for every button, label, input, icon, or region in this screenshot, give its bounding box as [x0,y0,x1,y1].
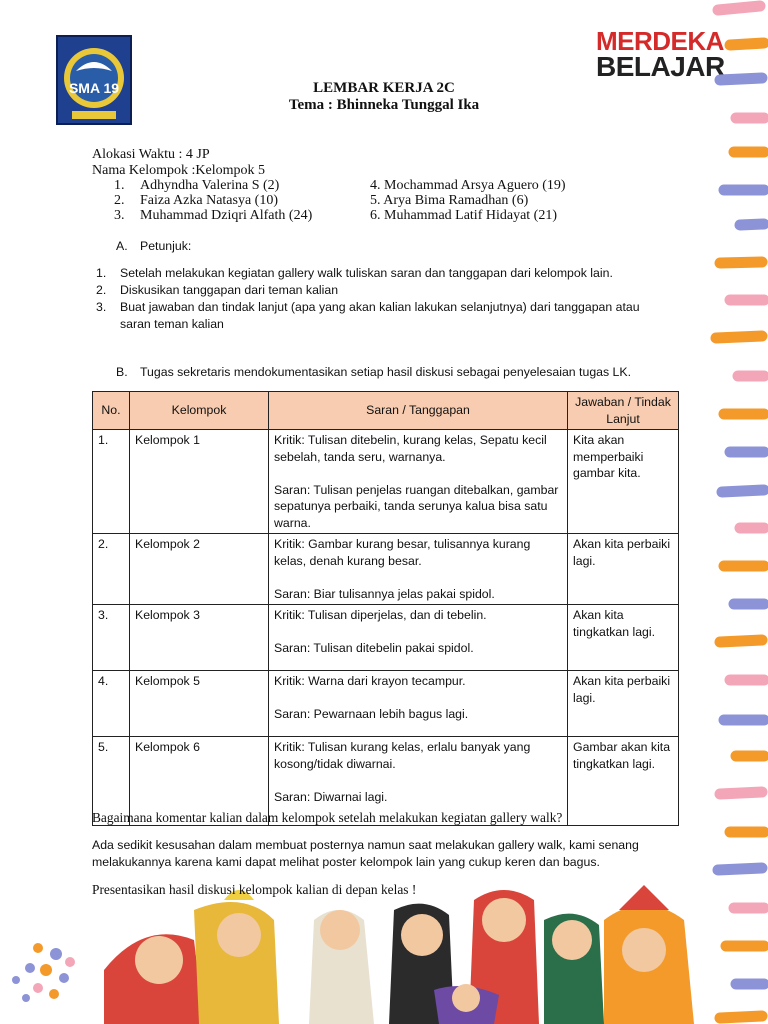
brand-line2: BELAJAR [596,51,725,82]
table-row: 5. Kelompok 6 Kritik: Tulisan kurang kelas, erlalu banyak yang kosong/tidak diwarnai. Saran: Diwarnai lagi. Gambar akan kita tingkatkan lagi. [93,737,679,826]
member-item: 5. Arya Bima Ramadhan (6) [370,193,529,209]
title-line2: Tema : Bhinneka Tunggal Ika [288,97,480,113]
table-row: 3. Kelompok 3 Kritik: Tulisan diperjelas, dan di tebelin. Saran: Tulisan ditebelin pakai spidol. Akan kita tingkatkan lagi. [93,605,679,671]
decorative-strokes [700,0,768,1024]
presentation-instruction: Presentasikan hasil diskusi kelompok kalian di depan kelas ! [92,882,417,897]
reflection-question: Bagaimana komentar kalian dalam kelompok setelah melakukan kegiatan gallery walk? [92,810,563,825]
section-a-heading: A. Petunjuk: [116,239,192,253]
petunjuk-list [96,265,656,333]
member-item: 4. Mochammad Arsya Aguero (19) [370,178,566,193]
reflection-answer: Ada sedikit kesusahan dalam membuat posternya namun saat melakukan gallery walk, kami senang melakukannya karena kami dapat melihat poster kelompok lain yang cukup keren dan bagus. [92,838,639,869]
brand-line1: MERDEKA [596,26,724,56]
meta-info [92,147,692,178]
alokasi-waktu: Alokasi Waktu : 4 JP [92,147,210,162]
feedback-table [92,391,679,826]
cultural-figures-illustration [104,880,704,1024]
member-item: 2. Faiza Azka Natasya (10) [114,193,278,209]
decorative-dots [8,940,78,1020]
member-item: 3. Muhammad Dziqri Alfath (24) [114,208,313,224]
header-kelompok: Kelompok [130,392,269,430]
list-item: 1. Setelah melakukan kegiatan gallery walk tuliskan saran dan tanggapan dari kelompok lain. [96,266,613,280]
title-line1: LEMBAR KERJA 2C [313,80,455,96]
header-no: No. [93,392,130,430]
document-title [0,80,768,114]
table-row: 2. Kelompok 2 Kritik: Gambar kurang besar, tulisannya kurang kelas, denah kurang besar. Saran: Biar tulisannya jelas pakai spidol. Akan kita perbaiki lagi. [93,534,679,605]
member-item: 6. Muhammad Latif Hidayat (21) [370,208,558,224]
table-row: 4. Kelompok 5 Kritik: Warna dari krayon tecampur. Saran: Pewarnaan lebih bagus lagi. Akan kita perbaiki lagi. [93,671,679,737]
member-item: 1. Adhyndha Valerina S (2) [114,178,280,193]
merdeka-belajar-brand [596,26,725,82]
list-item: 3. Buat jawaban dan tindak lanjut (apa yang akan kalian lakukan selanjutnya) dari tanggapan atau saran teman kalian [96,300,640,331]
header-jawaban: Jawaban / Tindak Lanjut [568,392,679,430]
logo-text: SMA 19 [68,80,120,96]
section-b: B. Tugas sekretaris mendokumentasikan setiap hasil diskusi sebagai penyelesaian tugas LK. [116,365,632,379]
table-row: 1. Kelompok 1 Kritik: Tulisan ditebelin, kurang kelas, Sepatu kecil sebelah, tanda seru, warnanya. Saran: Tulisan penjelas ruangan ditebalkan, gambar sepatunya perbaiki, tanda serunya kalua bisa satu warna. Kita akan memperbaiki gambar kita. [93,430,679,534]
nama-kelompok: Nama Kelompok :Kelompok 5 [92,162,266,178]
header-saran: Saran / Tanggapan [269,392,568,430]
list-item: 2. Diskusikan tanggapan dari teman kalian [96,283,339,297]
